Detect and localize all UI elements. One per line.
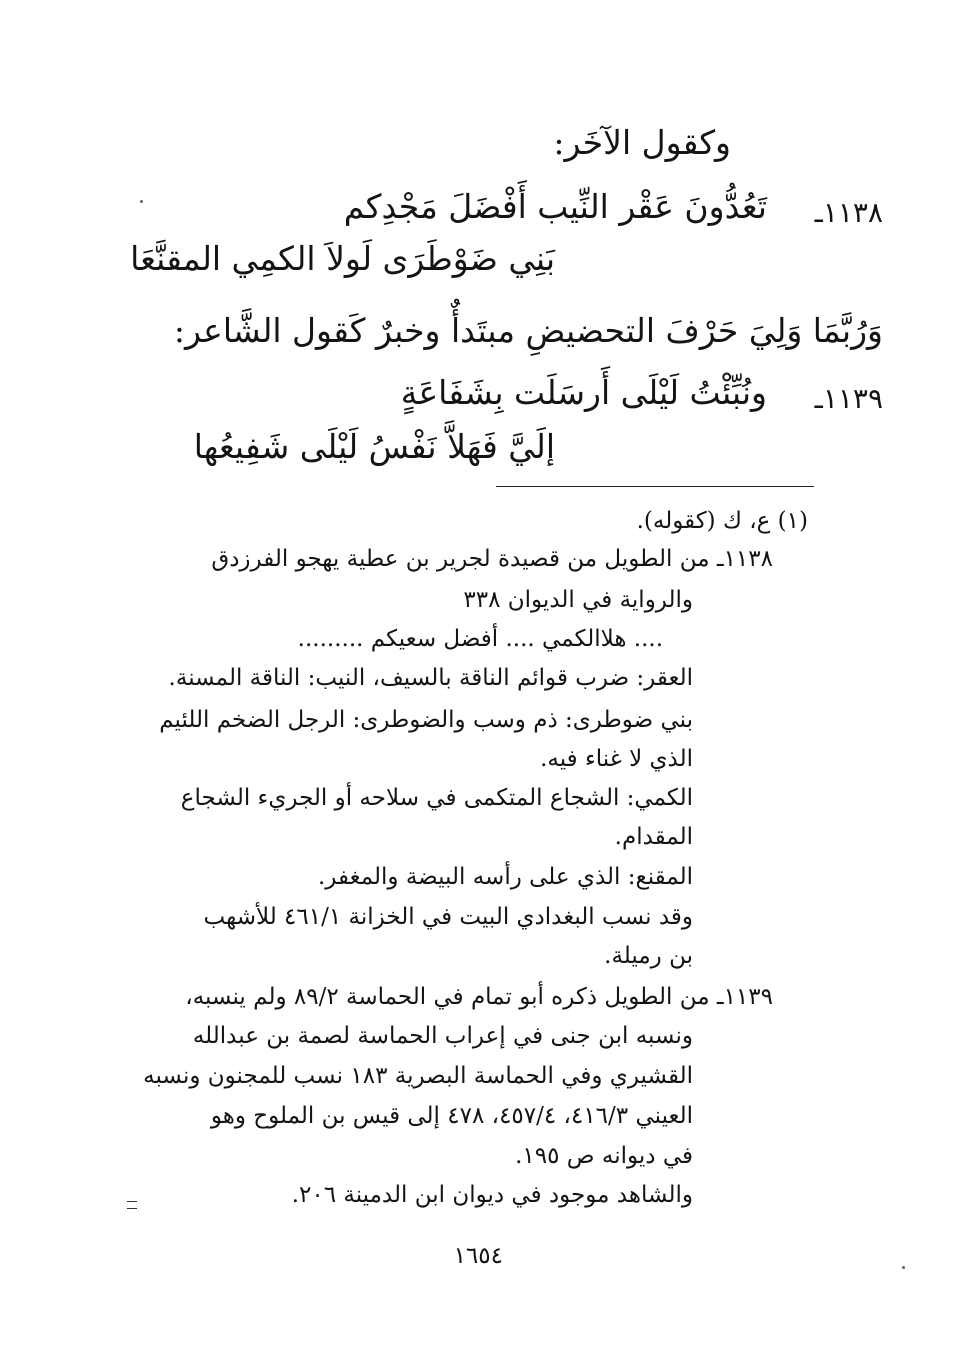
footnote-line-7: الذي لا غناء فيه. [540, 746, 693, 772]
footnote-line-10: المقنع: الذي على رأسه البيضة والمغفر. [318, 864, 693, 890]
footnote-line-1: (١) ع، ك (كقوله). [636, 508, 808, 534]
footnote-line-17: في ديوانه ص ١٩٥. [515, 1143, 693, 1169]
footnote-line-8: الكمي: الشجاع المتكمى في سلاحه أو الجريء الشجاع [180, 785, 693, 811]
footnote-line-3: والرواية في الديوان ٣٣٨ [463, 587, 693, 613]
footnote-line-5: العقر: ضرب قوائم الناقة بالسيف، النيب: الناقة المسنة. [168, 665, 693, 691]
poem-1139-line2: إلَيَّ فَهَلاَّ نَفْسُ لَيْلَى شَفِيعُها [193, 427, 555, 466]
margin-mark [127, 1201, 137, 1209]
footnote-line-18: والشاهد موجود في ديوان ابن الدمينة ٢٠٦. [291, 1182, 693, 1208]
footnote-line-6: بني ضوطرى: ذم وسب والضوطرى: الرجل الضخم اللئيم [159, 707, 693, 733]
footnote-line-13: ١١٣٩ـ من الطويل ذكره أبو تمام في الحماسة ٨٩/٢ ولم ينسبه، [185, 984, 773, 1010]
intro-line: وكقول الآخَر: [553, 123, 731, 162]
footnote-separator [496, 486, 814, 487]
page-number: ١٦٥٤ [453, 1243, 503, 1269]
footnote-line-11: وقد نسب البغدادي البيت في الخزانة ٤٦١/١ للأشهب [203, 904, 693, 930]
poem-1139-line1: ونُبِّئْتُ لَيْلَى أَرسَلَت بِشَفَاعَةٍ [400, 373, 767, 412]
footnote-line-9: المقدام. [614, 824, 693, 850]
poem-1138-line1: تَعُدُّونَ عَقْر النِّيب أَفْضَلَ مَجْدِكم [343, 187, 767, 226]
footnote-line-16: العيني ٤١٦/٣، ٤٥٧/٤، ٤٧٨ إلى قيس بن الملوح وهو [210, 1103, 693, 1129]
footnote-line-14: ونسبه ابن جنى في إعراب الحماسة لصمة بن عبدالله [192, 1023, 693, 1049]
footnote-line-15: القشيري وفي الحماسة البصرية ١٨٣ نسب للمجنون ونسبه [143, 1063, 693, 1089]
scan-speck [902, 1266, 905, 1269]
footnote-line-12: بن رميلة. [604, 943, 693, 969]
poem-1139-number: ١١٣٩ـ [814, 382, 883, 415]
poem-1138-line2: بَنِي ضَوْطَرَى لَولاَ الكمِي المقنَّعَا [130, 239, 555, 278]
footnote-line-4: .... هلاالكمي .... أفضل سعيكم ......... [297, 626, 663, 652]
footnote-line-2: ١١٣٨ـ من الطويل من قصيدة لجرير بن عطية يهجو الفرزدق [211, 546, 773, 572]
prose-line: وَرُبَّمَا وَلِيَ حَرْفَ التحضيضِ مبتَدأٌ وخبرٌ كَقول الشَّاعر: [173, 311, 883, 350]
poem-1138-number: ١١٣٨ـ [814, 196, 883, 229]
scan-speck [140, 200, 143, 203]
